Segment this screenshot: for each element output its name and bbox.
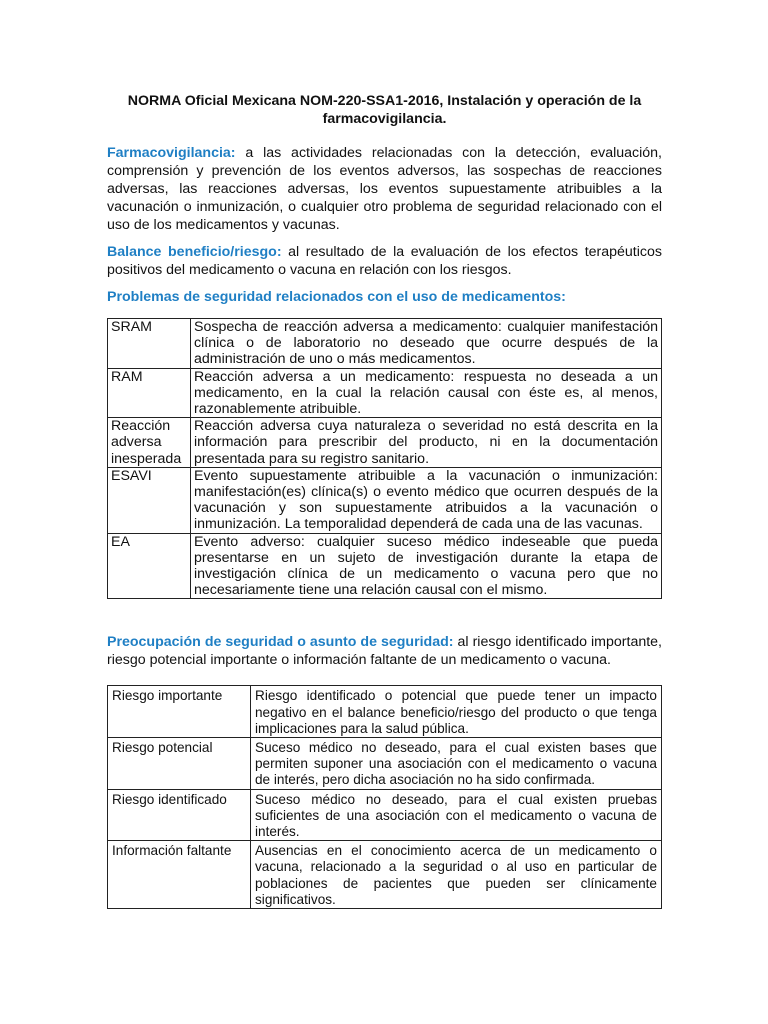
row-term: ESAVI [108,467,191,533]
row-term: Información faltante [108,841,251,909]
row-term: Riesgo potencial [108,738,251,790]
row-definition: Evento adverso: cualquier suceso médico indeseable que pueda presentarse en un sujeto de investigación durante la etapa de investigación clínica de un medicamento o vacuna pero que no necesariamente tiene una relación causal con el mismo. [191,533,662,599]
document-title: NORMA Oficial Mexicana NOM-220-SSA1-2016, Instalación y operación de la farmacovigilancia. [127,93,642,127]
row-definition: Reacción adversa a un medicamento: respuesta no deseada a un medicamento, en la cual la relación causal con éste es, al menos, razonablemente atribuible. [191,368,662,418]
definition-text: al resultado de la evaluación de los efectos terapéuticos positivos del medicamento o vacuna en relación con los riesgos. [107,244,662,278]
row-definition: Reacción adversa cuya naturaleza o severidad no está descrita en la información para prescribir del producto, ni en la documentación presentada para su registro sanitario. [191,418,662,468]
row-definition: Suceso médico no deseado, para el cual existen bases que permiten suponer una asociación con el medicamento o vacuna de interés, pero dicha asociación no ha sido confirmada. [251,738,662,790]
row-term: RAM [108,368,191,418]
definition-farmacovigilancia [107,144,662,234]
row-definition: Evento supuestamente atribuible a la vacunación o inmunización: manifestación(es) clínica(s) o evento médico que ocurren después de la vacunación y son supuestamente atribuidos a la vacunación o inmunización. La temporalidad dependerá de cada una de las vacunas. [191,467,662,533]
row-term: EA [108,533,191,599]
table-row [108,533,662,599]
row-term: Riesgo identificado [108,789,251,841]
definition-term: Balance beneficio/riesgo: [107,244,282,260]
row-definition: Ausencias en el conocimiento acerca de un medicamento o vacuna, relacionado a la seguridad o al uso en particular de poblaciones de pacientes que pueden ser clínicamente significativos. [251,841,662,909]
row-term: SRAM [108,319,191,369]
table-row [108,467,662,533]
safety-problems-table [107,318,662,599]
row-definition: Riesgo identificado o potencial que puede tener un impacto negativo en el balance beneficio/riesgo del producto o que tenga implicaciones para la salud pública. [251,686,662,738]
definition-text: a las actividades relacionadas con la detección, evaluación, comprensión y prevención de los eventos adversos, las sospechas de reacciones adversas, las reacciones adversas, los eventos supuestamente atribuibles a la vacunación o inmunización, o cualquier otro problema de seguridad relacionado con el uso de los medicamentos y vacunas. [107,145,662,233]
table-row [108,841,662,909]
table-row [108,789,662,841]
row-definition: Suceso médico no deseado, para el cual existen pruebas suficientes de una asociación con el medicamento o vacuna de interés. [251,789,662,841]
row-term: Reacción adversa inesperada [108,418,191,468]
table-row [108,738,662,790]
risk-table [107,685,662,909]
definition-term: Preocupación de seguridad o asunto de seguridad: [107,634,454,651]
table-row [108,319,662,369]
row-definition: Sospecha de reacción adversa a medicamento: cualquier manifestación clínica o de laboratorio no deseado que ocurre después de la administración de uno o más medicamentos. [191,319,662,369]
table-row [108,418,662,468]
definition-term: Farmacovigilancia: [107,145,236,161]
row-term: Riesgo importante [108,686,251,738]
table-row [108,368,662,418]
definition-preocupacion [107,633,662,669]
table-row [108,686,662,738]
definition-balance [107,243,662,279]
section-heading: Problemas de seguridad relacionados con el uso de medicamentos: [107,289,566,305]
definition-text: al riesgo identificado importante, riesgo potencial importante o información faltante de un medicamento o vacuna. [107,634,663,669]
